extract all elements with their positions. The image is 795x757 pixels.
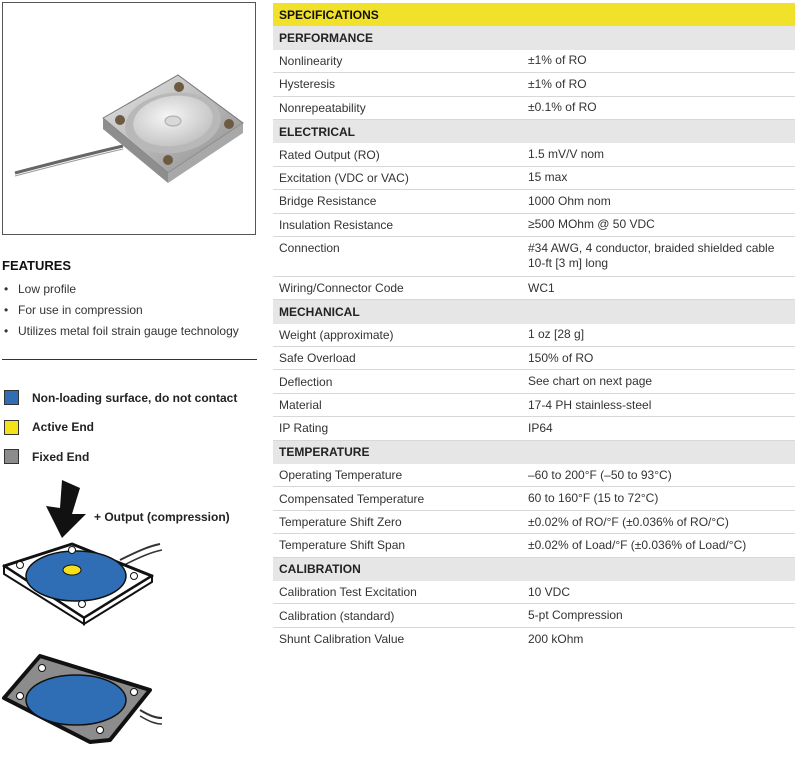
table-row: Excitation (VDC or VAC) 15 max — [273, 167, 795, 190]
legend — [4, 383, 237, 472]
legend-item-fixed-end: Fixed End — [4, 442, 237, 472]
spec-header: SPECIFICATIONS — [273, 3, 795, 26]
list-item: • Low profile — [4, 282, 77, 296]
table-row: Safe Overload 150% of RO — [273, 347, 795, 370]
table-row: Connection #34 AWG, 4 conductor, braided shielded cable 10-ft [3 m] long — [273, 237, 795, 277]
section-mechanical: MECHANICAL — [273, 300, 795, 323]
legend-item-non-loading: Non-loading surface, do not contact — [4, 383, 237, 413]
section-electrical: ELECTRICAL — [273, 120, 795, 143]
table-row: Weight (approximate) 1 oz [28 g] — [273, 324, 795, 347]
legend-swatch — [4, 390, 19, 405]
legend-swatch — [4, 449, 19, 464]
table-row: IP Rating IP64 — [273, 417, 795, 440]
table-row: Material 17-4 PH stainless-steel — [273, 394, 795, 417]
output-label: + Output (compression) — [94, 510, 230, 524]
table-row: Rated Output (RO) 1.5 mV/V nom — [273, 143, 795, 166]
table-row: Insulation Resistance ≥500 MOhm @ 50 VDC — [273, 214, 795, 237]
table-row: Wiring/Connector Code WC1 — [273, 277, 795, 300]
table-row: Compensated Temperature 60 to 160°F (15 to 72°C) — [273, 487, 795, 510]
legend-item-active-end: Active End — [4, 413, 237, 443]
features-title: FEATURES — [2, 258, 72, 273]
load-cell-photo — [3, 3, 256, 235]
table-row: Hysteresis ±1% of RO — [273, 73, 795, 96]
table-row: Operating Temperature –60 to 200°F (–50 to 93°C) — [273, 464, 795, 487]
specifications-table — [273, 3, 795, 651]
load-arrow-icon — [46, 480, 86, 538]
table-row: Calibration (standard) 5-pt Compression — [273, 604, 795, 627]
features-list — [4, 280, 239, 343]
table-row: Deflection See chart on next page — [273, 370, 795, 393]
list-item: • For use in compression — [4, 303, 143, 317]
table-row: Shunt Calibration Value 200 kOhm — [279, 631, 584, 647]
divider — [2, 359, 257, 360]
table-row: Temperature Shift Zero ±0.02% of RO/°F (±0.036% of RO/°C) — [273, 511, 795, 534]
section-calibration: CALIBRATION — [273, 558, 795, 581]
legend-swatch — [4, 420, 19, 435]
section-temperature: TEMPERATURE — [273, 441, 795, 464]
table-row: Calibration Test Excitation 10 VDC — [273, 581, 795, 604]
product-photo — [2, 2, 256, 235]
section-performance: PERFORMANCE — [273, 26, 795, 49]
table-row: Nonlinearity ±1% of RO — [273, 50, 795, 73]
list-item: • Utilizes metal foil strain gauge technology — [4, 324, 239, 338]
table-row: Temperature Shift Span ±0.02% of Load/°F (±0.036% of Load/°C) — [273, 534, 795, 557]
table-row: Bridge Resistance 1000 Ohm nom — [273, 190, 795, 213]
table-row: Nonrepeatability ±0.1% of RO — [273, 97, 795, 120]
